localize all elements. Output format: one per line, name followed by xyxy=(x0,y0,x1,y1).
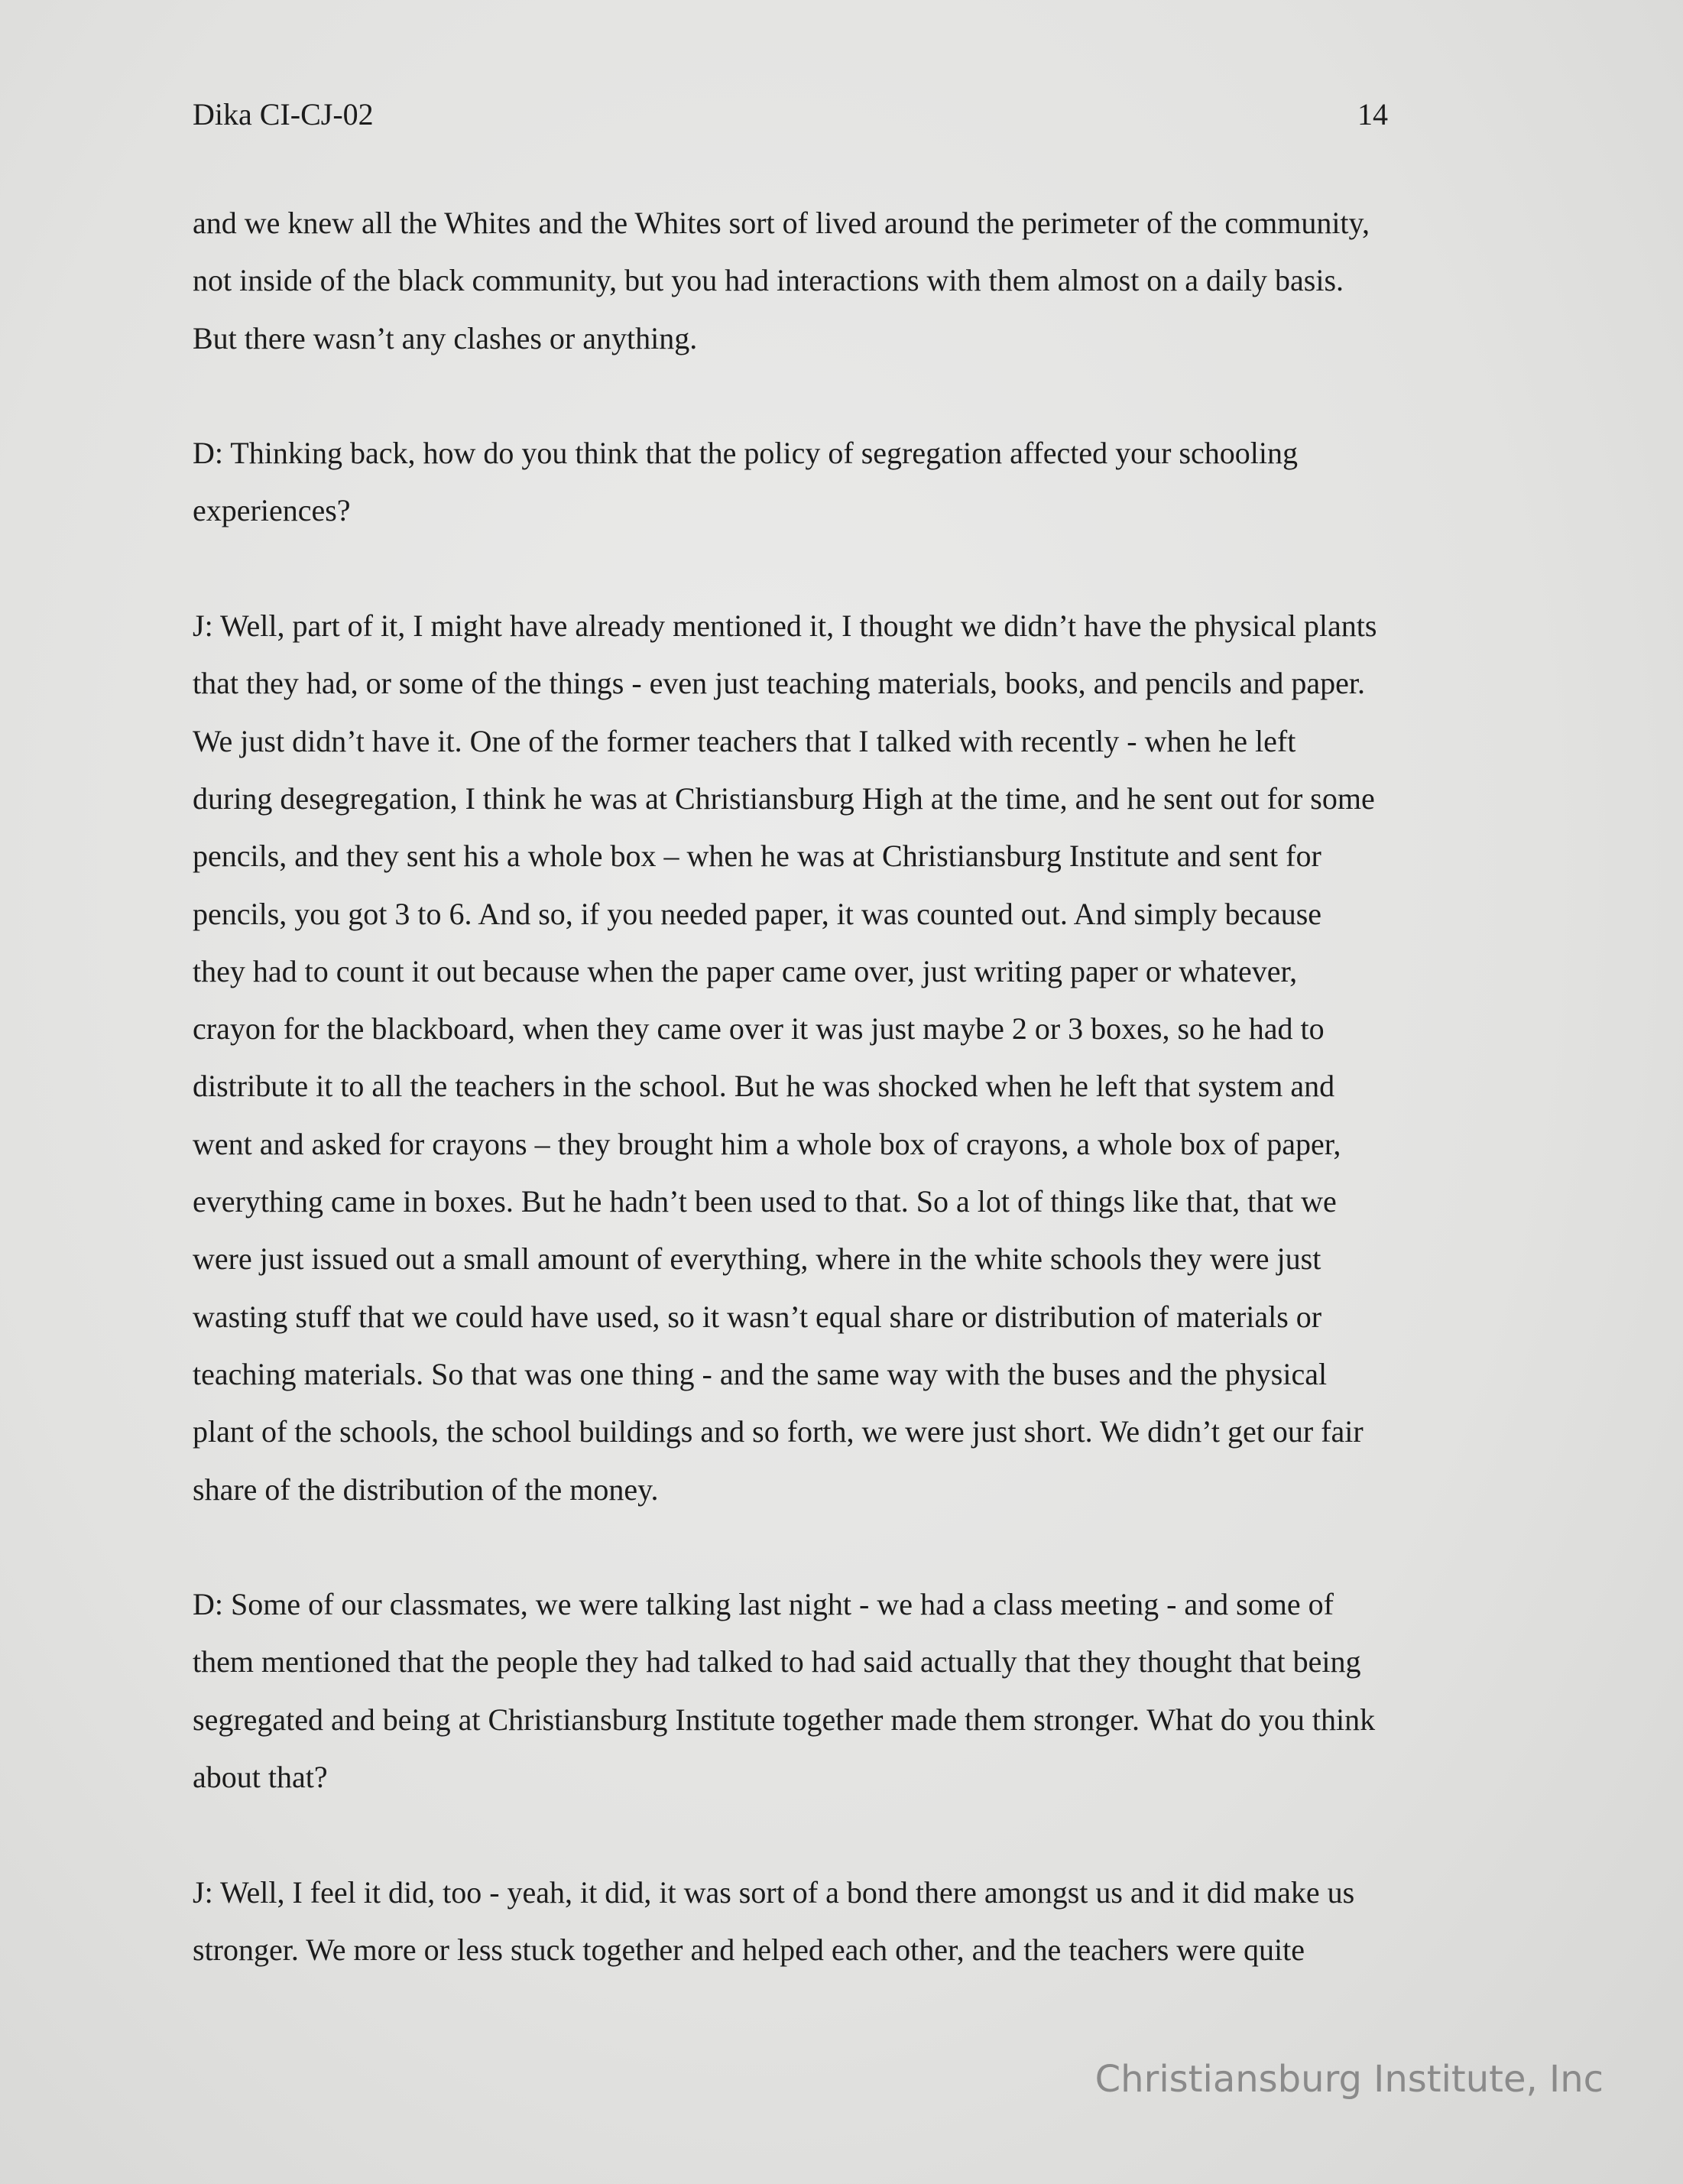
text-line: crayon for the blackboard, when they came over it was just maybe 2 or 3 boxes, so he had to xyxy=(193,1011,1325,1047)
text-line: not inside of the black community, but you had interactions with them almost on a daily basis. xyxy=(193,263,1344,298)
text-line: went and asked for crayons – they brought him a whole box of crayons, a whole box of paper, xyxy=(193,1126,1341,1161)
text-line: plant of the schools, the school buildings and so forth, we were just short. We didn’t get our fair xyxy=(193,1414,1364,1449)
text-line: stronger. We more or less stuck together and helped each other, and the teachers were quite xyxy=(193,1932,1305,1967)
watermark: Christiansburg Institute, Inc xyxy=(1094,2058,1604,2101)
text-line: wasting stuff that we could have used, so it wasn’t equal share or distribution of materials or xyxy=(193,1299,1322,1334)
text-line: D: Thinking back, how do you think that the policy of segregation affected your schooling xyxy=(193,436,1298,471)
text-line: during desegregation, I think he was at Christiansburg High at the time, and he sent out for some xyxy=(193,780,1375,816)
text-line: pencils, you got 3 to 6. And so, if you needed paper, it was counted out. And simply because xyxy=(193,896,1322,931)
paragraph xyxy=(193,1576,1507,1806)
paragraph xyxy=(193,194,1507,367)
paragraph xyxy=(193,1864,1507,1979)
text-line: that they had, or some of the things - even just teaching materials, books, and pencils and paper. xyxy=(193,666,1366,701)
text-line: them mentioned that the people they had talked to had said actually that they thought that being xyxy=(193,1644,1361,1679)
text-line: teaching materials. So that was one thing - and the same way with the buses and the physical xyxy=(193,1356,1328,1391)
text-line: pencils, and they sent his a whole box – when he was at Christiansburg Institute and sent for xyxy=(193,839,1321,874)
text-line: experiences? xyxy=(193,493,351,528)
text-line: D: Some of our classmates, we were talking last night - we had a class meeting - and some of xyxy=(193,1587,1334,1622)
text-line: J: Well, part of it, I might have already mentioned it, I thought we didn’t have the physical plants xyxy=(193,608,1377,644)
text-line: distribute it to all the teachers in the school. But he was shocked when he left that system and xyxy=(193,1069,1335,1104)
text-line: segregated and being at Christiansburg Institute together made them stronger. What do you think xyxy=(193,1702,1376,1737)
page-number: 14 xyxy=(1357,97,1388,131)
document-id: Dika CI-CJ-02 xyxy=(193,97,374,131)
text-line: J: Well, I feel it did, too - yeah, it did, it was sort of a bond there amongst us and it did make us xyxy=(193,1874,1355,1910)
text-line: We just didn’t have it. One of the former teachers that I talked with recently - when he left xyxy=(193,723,1296,758)
transcript-body xyxy=(193,194,1507,1978)
text-line: everything came in boxes. But he hadn’t been used to that. So a lot of things like that, that we xyxy=(193,1184,1337,1219)
text-line: and we knew all the Whites and the Whites sort of lived around the perimeter of the community, xyxy=(193,206,1370,240)
paragraph xyxy=(193,424,1507,540)
text-line: share of the distribution of the money. xyxy=(193,1472,659,1507)
paragraph xyxy=(193,597,1507,1518)
text-line: about that? xyxy=(193,1760,328,1795)
text-line: were just issued out a small amount of everything, where in the white schools they were just xyxy=(193,1241,1321,1277)
paragraph-gap xyxy=(193,1806,1507,1863)
paragraph-gap xyxy=(193,367,1507,424)
paragraph-gap xyxy=(193,1518,1507,1576)
paragraph-gap xyxy=(193,540,1507,597)
text-line: they had to count it out because when the paper came over, just writing paper or whatever, xyxy=(193,953,1298,988)
text-line: But there wasn’t any clashes or anything. xyxy=(193,320,698,355)
